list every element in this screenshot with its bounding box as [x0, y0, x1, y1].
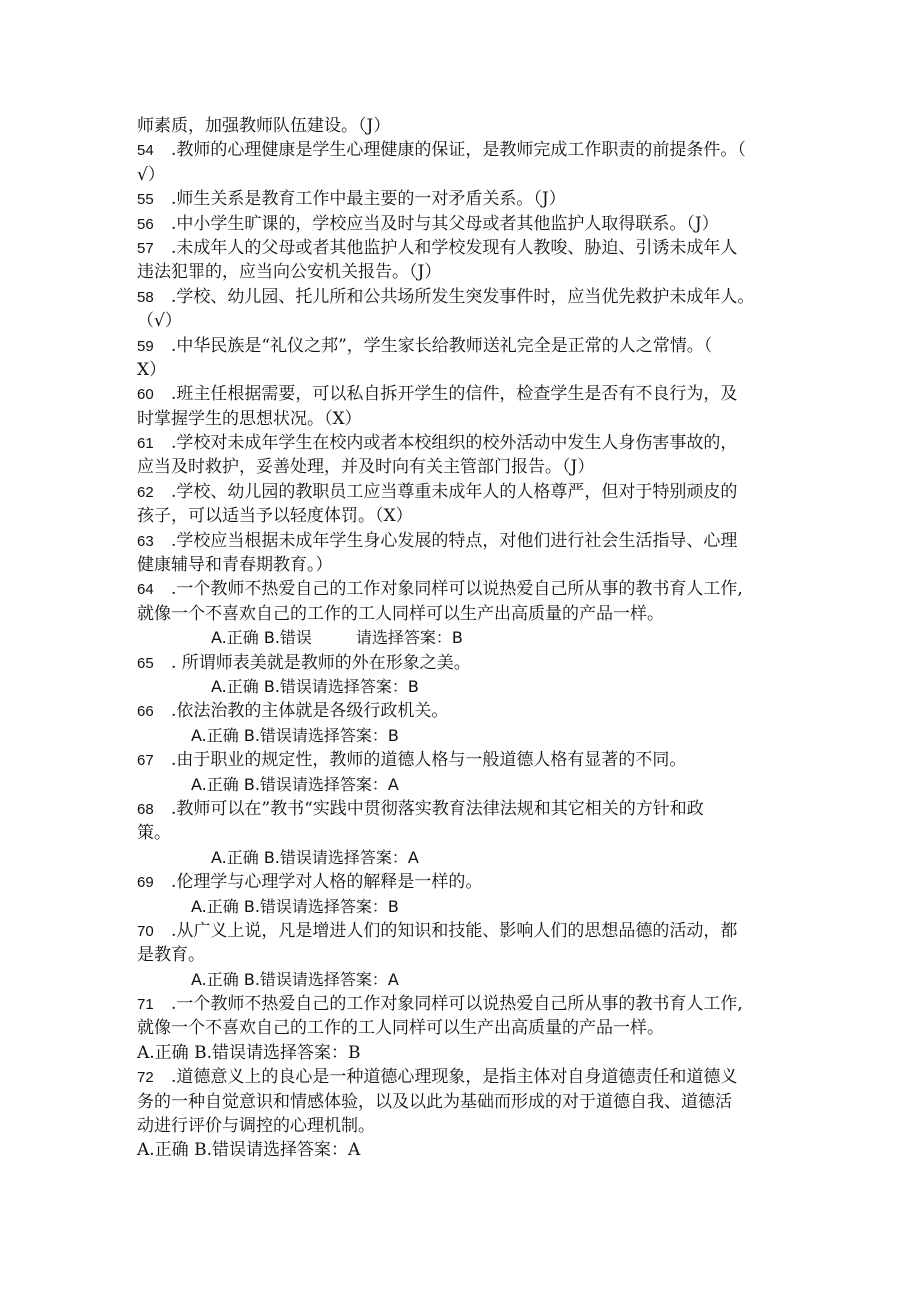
answer-line	[137, 626, 793, 650]
question-text: 应当及时救护，妥善处理，并及时向有关主管部门报告。（J）	[137, 457, 595, 478]
question-text: .师生关系是教育工作中最主要的一对矛盾关系。（J）	[171, 189, 566, 210]
question-text: .中小学生旷课的，学校应当及时与其父母或者其他监护人取得联系。（J）	[171, 213, 719, 234]
question-text: X）	[137, 359, 167, 380]
question-text: 健康辅导和青春期教育。）	[137, 555, 333, 576]
question-text: .教师的心理健康是学生心理健康的保证，是教师完成工作职责的前提条件。（	[171, 140, 746, 161]
question-number: 63	[137, 532, 154, 550]
question-number: 62	[137, 483, 154, 501]
text-line	[137, 1016, 793, 1040]
answer-options: A.正确 B.错误请选择答案：B	[191, 725, 399, 745]
answer-options: A.正确 B.错误请选择答案：A	[191, 774, 399, 794]
text-line	[137, 577, 793, 601]
question-text: 动进行评价与调控的心理机制。	[137, 1116, 375, 1137]
text-line	[137, 699, 793, 723]
answer-prompt: 请选择答案：B	[355, 628, 463, 648]
question-number: 64	[137, 581, 154, 599]
answer-line	[137, 773, 793, 797]
text-line	[137, 114, 793, 138]
question-number: 69	[137, 874, 154, 892]
text-line	[137, 334, 793, 358]
question-number: 58	[137, 288, 154, 306]
question-number: 56	[137, 215, 154, 233]
question-text: 孩子，可以适当予以轻度体罚。（X）	[137, 506, 413, 527]
question-text: 务的一种自觉意识和情感体验，以及以此为基础而形成的对于道德自我、道德活	[137, 1091, 732, 1112]
text-line	[137, 602, 793, 626]
answer-options: A.正确 B.错误请选择答案：B	[191, 896, 399, 916]
question-text: .从广义上说，凡是增进人们的知识和技能、影响人们的思想品德的活动，都	[171, 920, 738, 941]
text-line	[137, 358, 793, 382]
question-number: 68	[137, 800, 154, 818]
question-text: 违法犯罪的，应当向公安机关报告。（J）	[137, 262, 442, 283]
question-text: 策。	[137, 823, 171, 844]
question-text: .一个教师不热爱自己的工作对象同样可以说热爱自己所从事的教书育人工作,	[171, 579, 743, 600]
text-line	[137, 504, 793, 528]
question-number: 67	[137, 752, 154, 770]
question-text: A.正确 B.错误请选择答案：A	[137, 1140, 361, 1161]
question-text: . 所谓师表美就是教师的外在形象之美。	[171, 652, 471, 673]
question-text: .道德意义上的良心是一种道德心理现象，是指主体对自身道德责任和道德义	[171, 1067, 738, 1088]
question-text: .学校应当根据未成年学生身心发展的特点，对他们进行社会生活指导、心理	[171, 530, 738, 551]
question-text: .教师可以在”教书“实践中贯彻落实教育法律法规和其它相关的方针和政	[171, 798, 704, 819]
question-text: A.正确 B.错误请选择答案：B	[137, 1042, 361, 1063]
question-text: .中华民族是“礼仪之邦”，学生家长给教师送礼完全是正常的人之常情。（	[171, 335, 713, 356]
text-line	[137, 992, 793, 1016]
question-text: .依法治教的主体就是各级行政机关。	[171, 701, 449, 722]
question-number: 66	[137, 703, 154, 721]
question-number: 55	[137, 191, 154, 209]
text-line	[137, 1090, 793, 1114]
question-text: 时掌握学生的思想状况。（X）	[137, 408, 362, 429]
text-line	[137, 870, 793, 894]
text-line	[137, 1138, 793, 1162]
text-line	[137, 553, 793, 577]
question-number: 71	[137, 996, 154, 1014]
text-line	[137, 309, 793, 333]
text-line	[137, 187, 793, 211]
text-line	[137, 382, 793, 406]
answer-options: A.正确 B.错误请选择答案：A	[191, 969, 399, 989]
answer-line	[137, 846, 793, 870]
question-text: .由于职业的规定性，教师的道德人格与一般道德人格有显著的不同。	[171, 750, 687, 771]
text-line	[137, 163, 793, 187]
question-text: .学校、幼儿园、托儿所和公共场所发生突发事件时，应当优先救护未成年人。	[171, 286, 755, 307]
answer-line	[137, 968, 793, 992]
text-line	[137, 236, 793, 260]
question-number: 59	[137, 337, 154, 355]
question-text: （√）	[137, 311, 182, 332]
answer-line	[137, 724, 793, 748]
document-body	[137, 114, 793, 1163]
answer-line	[137, 895, 793, 919]
question-text: 是教育。	[137, 945, 205, 966]
text-line	[137, 455, 793, 479]
question-text: .学校、幼儿园的教职员工应当尊重未成年人的人格尊严，但对于特别顽皮的	[171, 481, 738, 502]
question-text: .学校对未成年学生在校内或者本校组织的校外活动中发生人身伤害事故的，	[171, 433, 738, 454]
question-text: .未成年人的父母或者其他监护人和学校发现有人教唆、胁迫、引诱未成年人	[171, 237, 738, 258]
question-number: 70	[137, 922, 154, 940]
text-line	[137, 212, 793, 236]
answer-line	[137, 675, 793, 699]
answer-options: A.正确 B.错误	[211, 628, 312, 648]
text-line	[137, 480, 793, 504]
answer-options: A.正确 B.错误请选择答案：B	[211, 676, 419, 696]
question-number: 72	[137, 1069, 154, 1087]
answer-options: A.正确 B.错误请选择答案：A	[211, 847, 419, 867]
question-number: 65	[137, 654, 154, 672]
text-line	[137, 821, 793, 845]
text-line	[137, 1114, 793, 1138]
text-line	[137, 529, 793, 553]
question-number: 57	[137, 239, 154, 257]
text-line	[137, 285, 793, 309]
text-line	[137, 943, 793, 967]
text-line	[137, 1065, 793, 1089]
question-number: 60	[137, 386, 154, 404]
text-line	[137, 1041, 793, 1065]
question-number: 54	[137, 142, 154, 160]
text-line	[137, 407, 793, 431]
question-text: .一个教师不热爱自己的工作对象同样可以说热爱自己所从事的教书育人工作,	[171, 994, 743, 1015]
question-text: 就像一个不喜欢自己的工作的工人同样可以生产出高质量的产品一样。	[137, 603, 664, 624]
text-line	[137, 260, 793, 284]
text-line	[137, 431, 793, 455]
question-text: .伦理学与心理学对人格的解释是一样的。	[171, 872, 483, 893]
question-number: 61	[137, 435, 154, 453]
question-text: 师素质，加强教师队伍建设。（J）	[137, 116, 391, 136]
text-line	[137, 748, 793, 772]
text-line	[137, 651, 793, 675]
question-text: 就像一个不喜欢自己的工作的工人同样可以生产出高质量的产品一样。	[137, 1018, 664, 1039]
text-line	[137, 138, 793, 162]
text-line	[137, 797, 793, 821]
question-text: √）	[137, 164, 165, 185]
question-text: .班主任根据需要，可以私自拆开学生的信件，检查学生是否有不良行为，及	[171, 384, 738, 405]
text-line	[137, 919, 793, 943]
